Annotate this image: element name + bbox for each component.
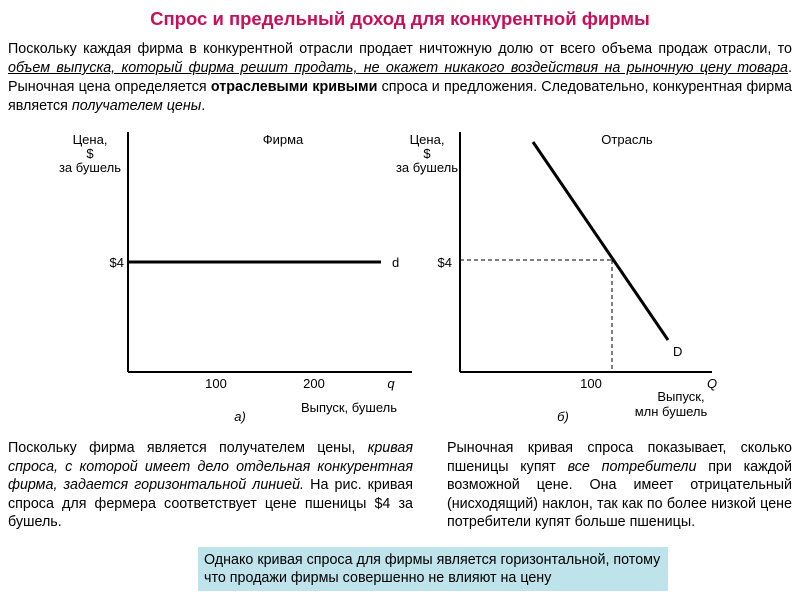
left-text-3: На рис. кривая спроса для фермера соответствует цене пшеницы $4 за бушель. <box>8 477 414 530</box>
graph-b-caption: б) <box>557 409 569 424</box>
graph-b-y-label-3: за бушель <box>395 160 459 175</box>
graph-a-curve-label: d <box>392 255 400 270</box>
graph-b-price-tick: $4 <box>437 255 452 270</box>
intro-underlined: объем выпуска, который фирма решит продать, не окажет никакого воздействия на рыночную цену товара <box>8 60 789 76</box>
graph-b-x-label-2: млн бушель <box>634 404 708 419</box>
right-text-1: Рыночная кривая спроса показывает, сколько пшеницы купят <box>447 440 792 475</box>
right-paragraph <box>447 439 792 532</box>
graph-b-y-label-1: Цена, <box>409 132 445 147</box>
intro-italic: получателем цены <box>71 98 202 114</box>
right-italic: все потребители <box>567 458 697 475</box>
graph-a-y-label-1: Цена, <box>72 132 108 147</box>
left-italic: кривая спроса, с которой имеет дело отдельная конкурентная фирма, задается горизонтальной линией. <box>8 440 413 493</box>
graph-a-price-tick: $4 <box>109 255 124 270</box>
intro-paragraph <box>8 40 792 116</box>
graph-b-x-label-1: Выпуск, <box>657 389 705 404</box>
graph-a-y-label-3: за бушель <box>58 160 122 175</box>
right-text-3: при каждой возможной цене. Она имеет отрицательный (нисходящий) наклон, так как по более низкой цене потребители купят больше пшеницы. <box>447 458 792 530</box>
graph-a-x-tick-200: 200 <box>303 376 325 391</box>
graph-a-header: Фирма <box>262 132 304 147</box>
intro-text-5: спроса и предложения. Следовательно, конкурентная фирма является <box>8 79 793 114</box>
graph-b-y-label-2: $ <box>423 146 431 161</box>
intro-text-3: . Рыночная цена определяется <box>8 60 792 95</box>
left-text-1: Поскольку фирма является получателем цены, <box>8 440 368 456</box>
graph-a-x-tick-100: 100 <box>205 376 227 391</box>
graph-a-y-label-2: $ <box>86 146 94 161</box>
graphs-figure <box>0 120 800 430</box>
graph-firm <box>59 132 412 424</box>
intro-text-1: Поскольку каждая фирма в конкурентной отрасли продает ничтожную долю от всего объема продаж отрасли, то <box>8 41 792 57</box>
graph-a-x-symbol: q <box>387 376 395 391</box>
callout-box: Однако кривая спроса для фирмы является горизонтальной, потому что продажи фирмы совершенно не влияют на цену <box>198 547 668 591</box>
page-title: Спрос и предельный доход для конкурентной фирмы <box>150 8 650 29</box>
graph-b-demand-line <box>533 142 668 340</box>
left-paragraph <box>8 439 413 532</box>
intro-text-7: . <box>201 98 206 114</box>
intro-bold: отраслевыми кривыми <box>210 79 378 95</box>
graph-b-x-symbol: Q <box>706 376 718 391</box>
graph-industry <box>396 132 717 424</box>
graph-b-x-tick-100: 100 <box>580 376 602 391</box>
graph-b-curve-label: D <box>673 344 683 359</box>
graph-a-x-label: Выпуск, бушель <box>300 400 398 415</box>
graph-a-caption: а) <box>234 409 246 424</box>
graph-b-header: Отрасль <box>601 132 653 147</box>
